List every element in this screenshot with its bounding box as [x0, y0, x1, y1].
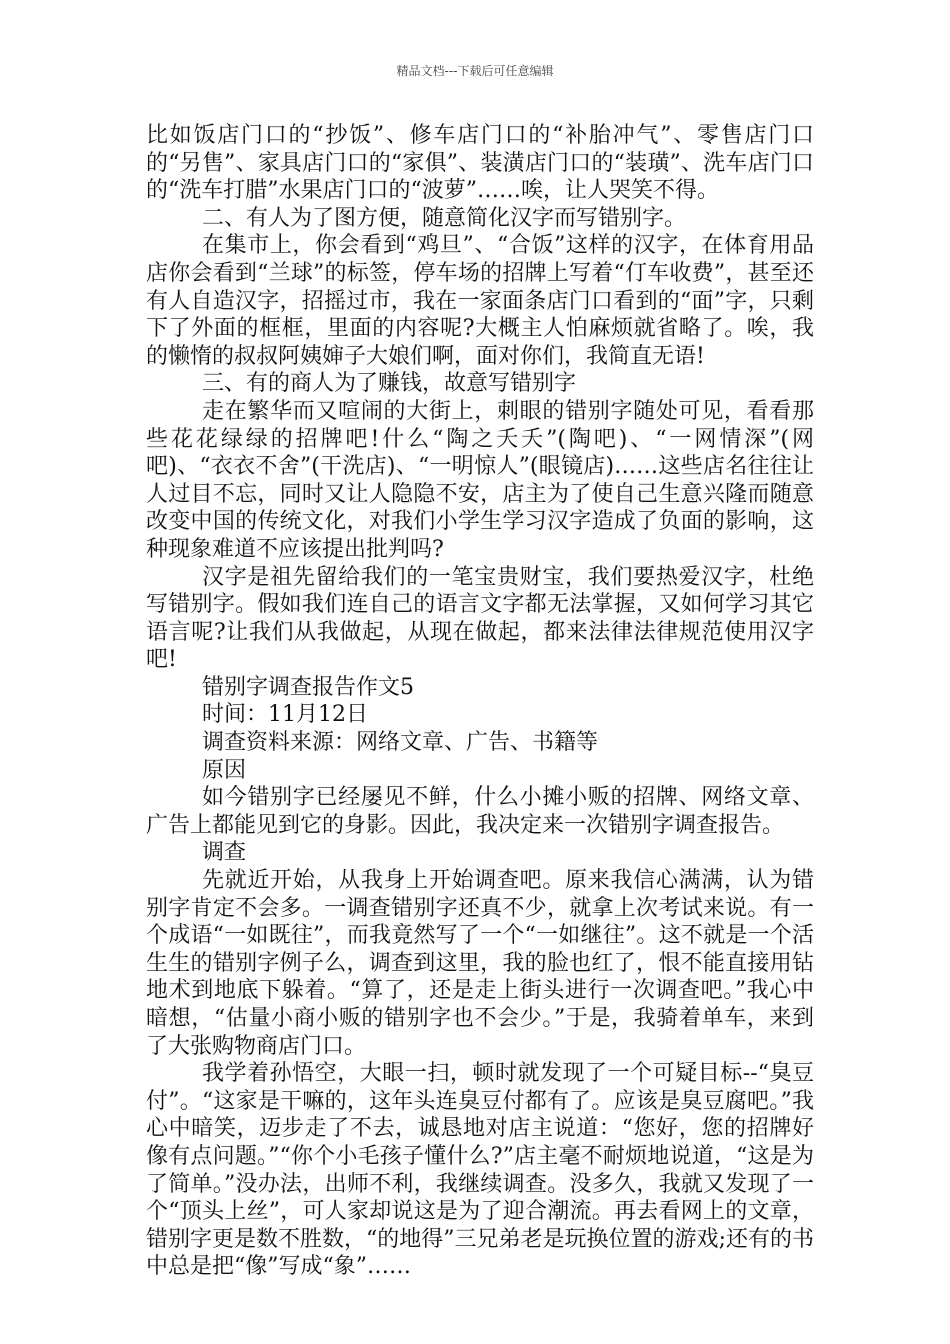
- paragraph: 比如饭店门口的“抄饭”、修车店门口的“补胎冲气”、零售店门口的“另售”、家具店门口的“家俱”、装潢店门口的“装璜”、洗车店门口的“洗车打腊”水果店门口的“波萝”……唉，让人哭笑不得。: [146, 123, 814, 204]
- page-header: 精品文档---下载后可任意编辑: [396, 64, 554, 78]
- essay-date: 时间：11月12日: [202, 702, 368, 728]
- paragraph: 先就近开始，从我身上开始调查吧。原来我信心满满，认为错别字肯定不会多。一调查错别字还真不少，就拿上次考试来说。有一个成语“一如既往”，而我竟然写了一个“一如继往”。这不就是一个活生生的错别字例子么，调查到这里，我的脸也红了，恨不能直接用钻地术到地底下躲着。“算了，还是走上街头进行一次调查吧。”我心中暗想，“估量小商小贩的错别字也不会少。”于是，我骑着单车，来到了大张购物商店门口。: [146, 868, 814, 1059]
- paragraph: 如今错别字已经屡见不鲜，什么小摊小贩的招牌、网络文章、广告上都能见到它的身影。因此，我决定来一次错别字调查报告。: [146, 785, 814, 838]
- paragraph: 汉字是祖先留给我们的一笔宝贵财宝，我们要热爱汉字，杜绝写错别字。假如我们连自己的语言文字都无法掌握，又如何学习其它语言呢?让我们从我做起，从现在做起，都来法律法律规范使用汉字吧!: [146, 564, 814, 673]
- section-heading: 调查: [202, 840, 247, 866]
- section-heading: 二、有人为了图方便，随意简化汉字而写错别字。: [202, 205, 687, 231]
- section-heading: 原因: [202, 757, 247, 783]
- paragraph: 走在繁华而又喧闹的大街上，刺眼的错别字随处可见，看看那些花花绿绿的招牌吧!什么“陶之夭夭”(陶吧)、“一网情深”(网吧)、“衣衣不舍”(干洗店)、“一明惊人”(眼镜店)……这些店名往往让人过目不忘，同时又让人隐隐不安，店主为了使自己生意兴隆而随意改变中国的传统文化，对我们小学生学习汉字造成了负面的影响，这种现象难道不应该提出批判吗?: [146, 398, 814, 562]
- section-heading: 三、有的商人为了赚钱，故意写错别字: [202, 371, 577, 397]
- essay-title: 错别字调查报告作文5: [202, 674, 414, 700]
- paragraph: 在集市上，你会看到“鸡旦”、“合饭”这样的汉字，在体育用品店你会看到“兰球”的标签，停车场的招牌上写着“仃车收费”，甚至还有人自造汉字，招摇过市，我在一家面条店门口看到的“面”字，只剩下了外面的框框，里面的内容呢?大概主人怕麻烦就省略了。唉，我的懒惰的叔叔阿姨婶子大娘们啊，面对你们，我简直无语!: [146, 233, 814, 369]
- essay-source: 调查资料来源：网络文章、广告、书籍等: [202, 730, 599, 756]
- document-body: [146, 122, 814, 1281]
- paragraph: 我学着孙悟空，大眼一扫，顿时就发现了一个可疑目标--“臭豆付”。“这家是干嘛的，这年头连臭豆付都有了。应该是臭豆腐吧。”我心中暗笑，迈步走了不去，诚恳地对店主说道：“您好，您的招牌好像有点问题。”“你个小毛孩子懂什么?”店主毫不耐烦地说道，“这是为了简单。”没办法，出师不利，我继续调查。没多久，我就又发现了一个“顶头上丝”，可人家却说这是为了迎合潮流。再去看网上的文章，错别字更是数不胜数，“的地得”三兄弟老是玩换位置的游戏;还有的书中总是把“像”写成“象”……: [146, 1061, 814, 1280]
